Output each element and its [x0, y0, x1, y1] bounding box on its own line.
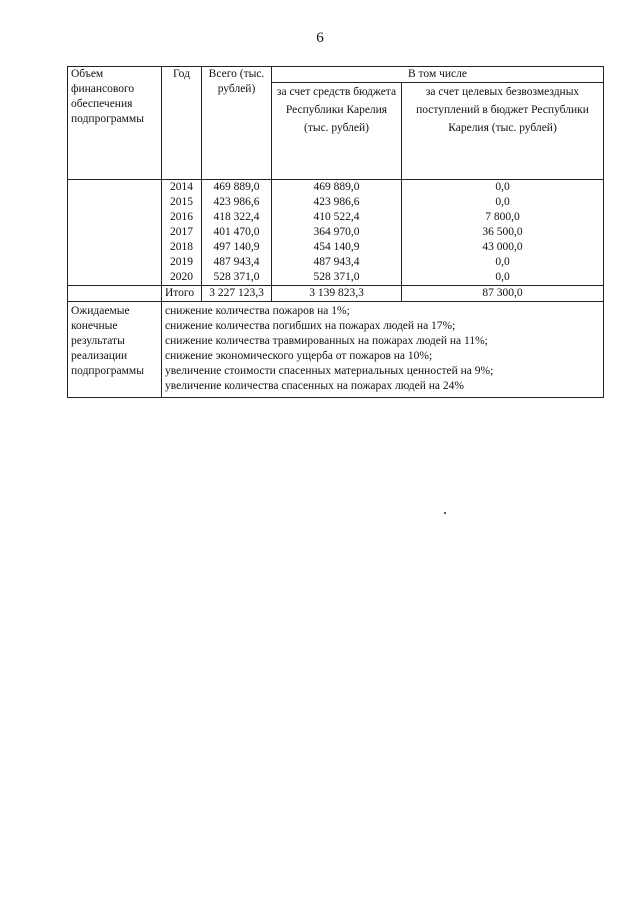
targeted-column [402, 180, 604, 286]
including-header: В том числе [272, 67, 604, 83]
result-item: увеличение стоимости спасенных материальных ценностей на 9%; [165, 365, 494, 377]
budget-header: за счет средств бюджета Республики Карелия (тыс. рублей) [272, 83, 402, 180]
year-column [162, 180, 202, 286]
row-budget-value: 454 140,9 [313, 241, 360, 253]
financing-table [67, 66, 604, 398]
row-total-value: 423 986,6 [213, 196, 260, 208]
empty-label-cell [68, 286, 162, 302]
row-year-value: 2019 [170, 256, 193, 268]
totals-budget: 3 139 823,3 [272, 286, 402, 302]
row-budget-value: 487 943,4 [313, 256, 360, 268]
empty-label-cell [68, 180, 162, 286]
result-item: снижение количества травмированных на пожарах людей на 11%; [165, 335, 488, 347]
budget-column [272, 180, 402, 286]
yearly-data-row [68, 180, 604, 286]
result-item: снижение экономического ущерба от пожаров на 10%; [165, 350, 433, 362]
row-year-value: 2018 [170, 241, 193, 253]
row-targeted-value: 0,0 [495, 271, 510, 283]
year-header: Год [162, 67, 202, 180]
results-list [162, 302, 604, 398]
row-year-value: 2017 [170, 226, 193, 238]
targeted-header: за счет целевых безвозмездных поступлений в бюджет Республики Карелия (тыс. рублей) [402, 83, 604, 180]
result-item: снижение количества пожаров на 1%; [165, 305, 350, 317]
page-number: 6 [316, 30, 324, 46]
totals-targeted: 87 300,0 [402, 286, 604, 302]
scan-speck [444, 512, 446, 514]
header-row [68, 67, 604, 83]
row-total-value: 528 371,0 [213, 271, 260, 283]
row-year-value: 2014 [170, 181, 193, 193]
row-targeted-value: 36 500,0 [482, 226, 523, 238]
row-targeted-value: 0,0 [495, 256, 510, 268]
row-budget-value: 410 522,4 [313, 211, 360, 223]
financing-label: Объем финансового обеспечения подпрограммы [68, 67, 162, 180]
totals-total: 3 227 123,3 [202, 286, 272, 302]
row-total-value: 487 943,4 [213, 256, 260, 268]
result-item: снижение количества погибших на пожарах людей на 17%; [165, 320, 456, 332]
row-total-value: 401 470,0 [213, 226, 260, 238]
results-label: Ожидаемые конечные результаты реализации подпрограммы [68, 302, 162, 398]
totals-row [68, 286, 604, 302]
row-targeted-value: 7 800,0 [485, 211, 520, 223]
row-targeted-value: 43 000,0 [482, 241, 523, 253]
total-column [202, 180, 272, 286]
row-targeted-value: 0,0 [495, 181, 510, 193]
row-budget-value: 423 986,6 [313, 196, 360, 208]
row-year-value: 2015 [170, 196, 193, 208]
total-header: Всего (тыс. рублей) [202, 67, 272, 180]
row-total-value: 469 889,0 [213, 181, 260, 193]
row-budget-value: 364 970,0 [313, 226, 360, 238]
row-targeted-value: 0,0 [495, 196, 510, 208]
row-year-value: 2020 [170, 271, 193, 283]
row-total-value: 497 140,9 [213, 241, 260, 253]
results-row [68, 302, 604, 398]
row-year-value: 2016 [170, 211, 193, 223]
row-budget-value: 528 371,0 [313, 271, 360, 283]
row-budget-value: 469 889,0 [313, 181, 360, 193]
result-item: увеличение количества спасенных на пожарах людей на 24% [165, 380, 464, 392]
totals-label: Итого [162, 286, 202, 302]
row-total-value: 418 322,4 [213, 211, 260, 223]
